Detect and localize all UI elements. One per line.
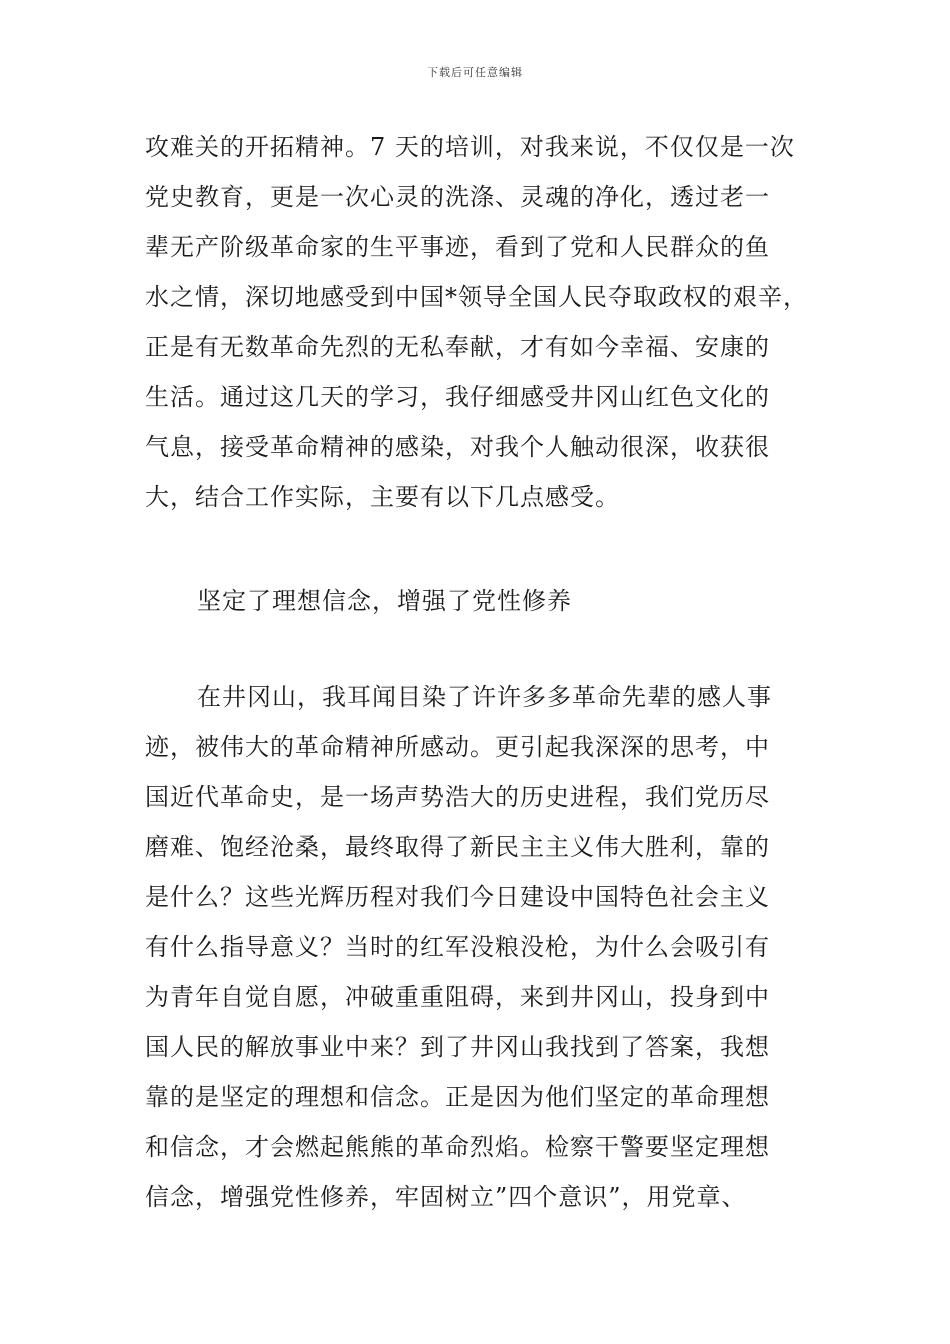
paragraph-line: 党史教育，更是一次心灵的洗涤、灵魂的净化，透过老一 [145, 183, 770, 211]
paragraph-line: 和信念，才会燃起熊熊的革命烈焰。检察干警要坚定理想 [145, 1133, 770, 1161]
paragraph-line: 生活。通过这几天的学习，我仔细感受井冈山红色文化的 [145, 383, 770, 411]
paragraph-1 [145, 122, 815, 522]
paragraph-line: 气息，接受革命精神的感染，对我个人触动很深，收获很 [145, 433, 770, 461]
paragraph-line: 是什么？这些光辉历程对我们今日建设中国特色社会主义 [145, 883, 770, 911]
paragraph-line: 攻难关的开拓精神。7 天的培训，对我来说，不仅仅是一次 [145, 133, 795, 161]
paragraph-line: 国近代革命史，是一场声势浩大的历史进程，我们党历尽 [145, 783, 770, 811]
paragraph-line: 大，结合工作实际，主要有以下几点感受。 [145, 483, 620, 511]
paragraph-2 [145, 672, 815, 1222]
paragraph-line: 信念，增强党性修养，牢固树立”四个意识”，用党章、 [145, 1183, 747, 1211]
paragraph-line: 为青年自觉自愿，冲破重重阻碍，来到井冈山，投身到中 [145, 983, 770, 1011]
section-heading: 坚定了理想信念，增强了党性修养 [197, 587, 572, 615]
paragraph-line: 国人民的解放事业中来？到了井冈山我找到了答案，我想 [145, 1033, 770, 1061]
paragraph-line: 有什么指导意义？当时的红军没粮没枪，为什么会吸引有 [145, 933, 770, 961]
paragraph-line: 迹，被伟大的革命精神所感动。更引起我深深的思考，中 [145, 733, 770, 761]
page-header: 下载后可任意编辑 [427, 66, 523, 79]
paragraph-line: 水之情，深切地感受到中国*领导全国人民夺取政权的艰辛， [145, 283, 808, 311]
paragraph-line: 磨难、饱经沧桑，最终取得了新民主主义伟大胜利，靠的 [145, 833, 770, 861]
paragraph-line: 靠的是坚定的理想和信念。正是因为他们坚定的革命理想 [145, 1083, 770, 1111]
paragraph-line: 在井冈山，我耳闻目染了许许多多革命先辈的感人事 [197, 683, 772, 711]
paragraph-line: 辈无产阶级革命家的生平事迹，看到了党和人民群众的鱼 [145, 233, 770, 261]
paragraph-line: 正是有无数革命先烈的无私奉献，才有如今幸福、安康的 [145, 333, 770, 361]
